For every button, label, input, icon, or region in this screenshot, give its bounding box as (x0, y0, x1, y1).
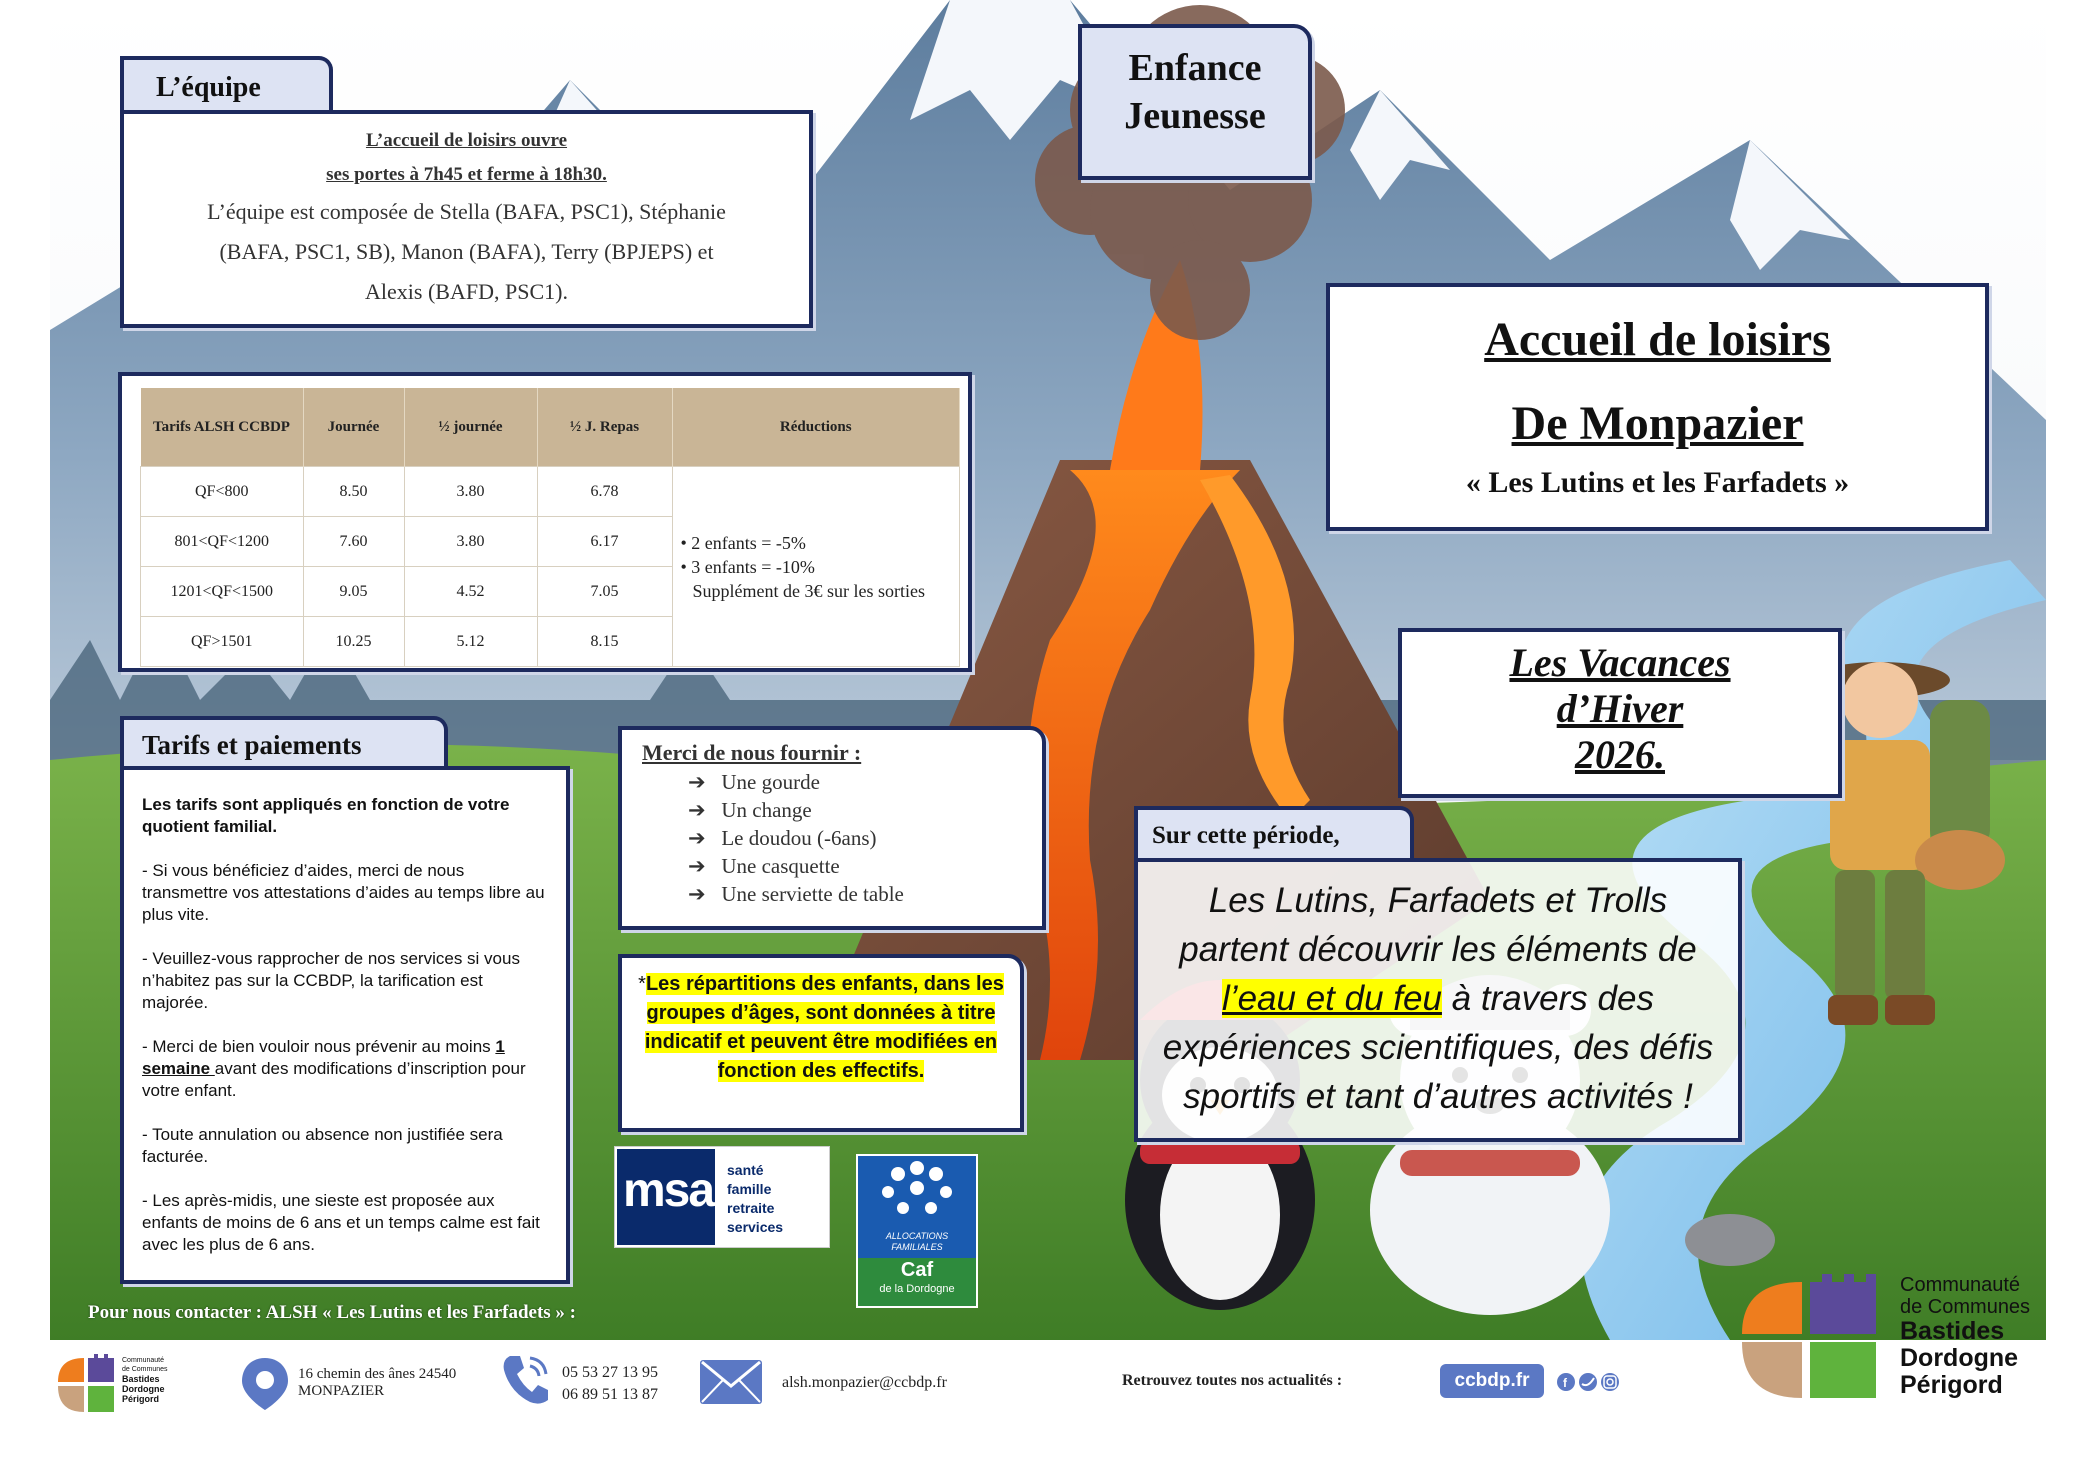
asterisk: * (638, 973, 646, 995)
table-cell: 5.12 (404, 617, 537, 667)
paiements-annulation: - Toute annulation ou absence non justifiée sera facturée. (142, 1125, 503, 1166)
fournir-title: Merci de nous fournir : (642, 740, 862, 765)
ccbdp-emblem-icon (1732, 1274, 1892, 1402)
fournir-list (688, 768, 1042, 908)
caf-allocations: ALLOCATIONS (885, 1231, 949, 1241)
table-cell: 10.25 (303, 617, 404, 667)
equipe-tab (120, 56, 333, 114)
header-journee: Journée (303, 388, 404, 467)
list-item: ➔ Une casquette (688, 854, 840, 878)
caf-familiales: FAMILIALES (891, 1242, 943, 1252)
ccbdp-logo-small (56, 1354, 186, 1414)
table-cell: 7.60 (303, 517, 404, 567)
opening-hours-line2: ses portes à 7h45 et ferme à 18h30. (326, 164, 607, 185)
periode-line3-rest: à travers des (1441, 979, 1654, 1018)
ccbdp-small-line: de Communes (122, 1366, 168, 1373)
ccbdp-dordogne: Dordogne (1900, 1344, 2019, 1372)
email-envelope-icon (698, 1358, 764, 1406)
msa-logo (614, 1146, 830, 1248)
ccbdp-communaute: Communauté (1900, 1274, 2021, 1296)
paiements-tab (120, 716, 448, 772)
vacances-line1: Les Vacances (1509, 640, 1731, 685)
arrow-right-icon: ➔ (688, 854, 706, 878)
news-label: Retrouvez toutes nos actualités : (1122, 1372, 1343, 1389)
periode-panel (1134, 858, 1742, 1142)
social-icons (1556, 1372, 1626, 1392)
team-members-line3: Alexis (BAFD, PSC1). (365, 279, 568, 304)
table-cell: 801<QF<1200 (141, 517, 304, 567)
table-cell: 6.78 (537, 467, 672, 517)
location-pin-icon (240, 1356, 290, 1412)
table-cell: 3.80 (404, 467, 537, 517)
paiements-sieste: - Les après-midis, une sieste est proposée aux enfants de moins de 6 ans et un temps calme est fait avec les plus de 6 ans. (142, 1191, 540, 1254)
reductions-cell (672, 467, 960, 667)
contact-label: Pour nous contacter : ALSH « Les Lutins et les Farfadets » : (88, 1302, 577, 1323)
table-cell: 1201<QF<1500 (141, 567, 304, 617)
periode-tab (1134, 806, 1414, 862)
header-demi-journee-repas: ½ J. Repas (537, 388, 672, 467)
ccbdp-de-communes: de Communes (1900, 1296, 2031, 1318)
prevenir-emphasis: 1 semaine (142, 1037, 505, 1078)
paiements-intro: Les tarifs sont appliqués en fonction de votre quotient familial. (142, 795, 510, 836)
msa-word: retraite (727, 1200, 775, 1216)
msa-word: santé (727, 1162, 764, 1178)
paiements-tab-label: Tarifs et paiements (142, 730, 362, 760)
header-tarifs-alsh: Tarifs ALSH CCBDP (141, 388, 304, 467)
repartition-panel (618, 954, 1024, 1132)
arrow-right-icon: ➔ (688, 770, 706, 794)
msa-mark (617, 1149, 715, 1245)
jeunesse-label: Jeunesse (1124, 95, 1266, 137)
header-reductions: Réductions (672, 388, 960, 467)
ccbdp-site-badge[interactable]: ccbdp.fr (1440, 1364, 1544, 1398)
reduction-2-enfants: • 2 enfants = -5% (680, 532, 806, 553)
ccbdp-small-line: Bastides (122, 1374, 160, 1384)
periode-line4: expériences scientifiques, des défis (1162, 1028, 1714, 1067)
ccbdp-bastides: Bastides (1900, 1317, 2005, 1345)
table-cell: 8.50 (303, 467, 404, 517)
periode-line3 (1138, 974, 1738, 1023)
team-members-line1: L’équipe est composée de Stella (BAFA, PSC1), Stéphanie (207, 199, 726, 224)
ccbdp-logo-large (1732, 1274, 2062, 1402)
arrow-right-icon: ➔ (688, 882, 706, 906)
list-item: ➔ Un change (688, 798, 812, 822)
vacances-year: 2026. (1575, 732, 1665, 777)
equipe-tab-label: L’équipe (156, 72, 261, 103)
msa-word: services (727, 1219, 784, 1235)
twitter-icon[interactable] (1579, 1373, 1597, 1391)
ccbdp-small-line: Communauté (122, 1357, 165, 1364)
phone-1[interactable]: 05 53 27 13 95 (562, 1364, 658, 1381)
address-line2: MONPAZIER (298, 1383, 385, 1399)
title-panel (1326, 283, 1989, 531)
table-cell: 9.05 (303, 567, 404, 617)
periode-line5: sportifs et tant d’autres activités ! (1183, 1077, 1693, 1116)
caf-name: Caf (900, 1259, 934, 1281)
tarifs-table (140, 388, 960, 667)
caf-name-box (858, 1258, 976, 1306)
table-cell: 7.05 (537, 567, 672, 617)
caf-family-icon (858, 1156, 976, 1226)
prevenir-text-after: avant des modifications d’inscription pour votre enfant. (142, 1059, 526, 1100)
msa-word: famille (727, 1181, 772, 1197)
paiements-hors-ccbdp: - Veuillez-vous rapprocher de nos services si vous n’habitez pas sur la CCBDP, la tarification est majorée. (142, 949, 520, 1012)
table-cell: 4.52 (404, 567, 537, 617)
list-item: ➔ Une serviette de table (688, 882, 904, 906)
ccbdp-small-line: Dordogne (122, 1384, 165, 1394)
equipe-panel (120, 110, 813, 328)
vacances-line2: d’Hiver (1556, 686, 1684, 731)
list-item: ➔ Le doudou (-6ans) (688, 826, 877, 850)
table-cell: 3.80 (404, 517, 537, 567)
title-line1: Accueil de loisirs (1484, 313, 1831, 366)
table-cell: QF<800 (141, 467, 304, 517)
title-line2: De Monpazier (1511, 397, 1804, 450)
table-cell: 8.15 (537, 617, 672, 667)
caf-dordogne: de la Dordogne (879, 1283, 955, 1295)
phone-2[interactable]: 06 89 51 13 87 (562, 1386, 658, 1403)
eau-feu-highlight: l’eau et du feu (1222, 979, 1442, 1018)
periode-line2: partent découvrir les éléments de (1179, 930, 1697, 969)
caf-logo (856, 1154, 978, 1308)
list-item: ➔ Une gourde (688, 770, 820, 794)
paiements-prevenir (142, 1036, 546, 1102)
phone-numbers[interactable] (562, 1362, 658, 1406)
repartition-text: Les répartitions des enfants, dans les groupes d’âges, sont données à titre indicatif et peuvent être modifiées en fonction des effectifs. (644, 973, 1004, 1082)
prevenir-text-before: - Merci de bien vouloir nous prévenir au moins (142, 1037, 496, 1056)
opening-hours-line1: L’accueil de loisirs ouvre (365, 130, 568, 151)
title-subtitle: « Les Lutins et les Farfadets » (1465, 466, 1850, 499)
msa-letters: msa (623, 1164, 714, 1217)
enfance-label: Enfance (1128, 47, 1262, 89)
periode-tab-label: Sur cette période, (1152, 822, 1340, 849)
paiements-panel (120, 766, 570, 1284)
address-line1: 16 chemin des ânes 24540 (298, 1366, 457, 1382)
vacances-panel (1398, 628, 1842, 798)
svg-text:f: f (1563, 1376, 1567, 1390)
table-cell: QF>1501 (141, 617, 304, 667)
email-address[interactable]: alsh.monpazier@ccbdp.fr (782, 1374, 947, 1391)
periode-line1: Les Lutins, Farfadets et Trolls (1208, 881, 1668, 920)
table-row (141, 467, 960, 517)
arrow-right-icon: ➔ (688, 826, 706, 850)
supplement-sorties: Supplément de 3€ sur les sorties (692, 580, 925, 601)
reduction-3-enfants: • 3 enfants = -10% (680, 556, 815, 577)
table-cell: 6.17 (537, 517, 672, 567)
arrow-right-icon: ➔ (688, 798, 706, 822)
ccbdp-small-line: Périgord (122, 1394, 160, 1404)
ccbdp-perigord: Périgord (1900, 1371, 2003, 1399)
team-members-line2: (BAFA, PSC1, SB), Manon (BAFA), Terry (BPJEPS) et (219, 239, 714, 264)
fournir-panel (618, 726, 1046, 930)
ccbdp-emblem-small-icon (56, 1354, 120, 1414)
phone-icon (500, 1352, 550, 1406)
tarifs-table-panel (118, 372, 972, 672)
header-demi-journee: ½ journée (404, 388, 537, 467)
address (298, 1366, 456, 1400)
paiements-aides: - Si vous bénéficiez d’aides, merci de nous transmettre vos attestations d’aides au temps libre au plus vite. (142, 861, 545, 924)
enfance-jeunesse-badge (1078, 24, 1312, 180)
